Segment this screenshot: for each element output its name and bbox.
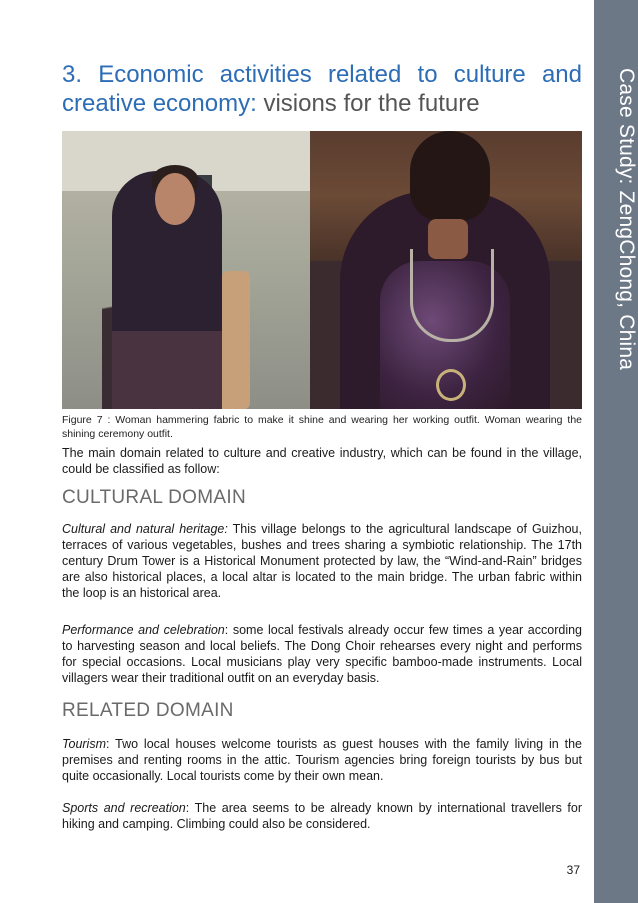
figure-caption: Figure 7 : Woman hammering fabric to make it shine and wearing her working outfit. Woman wearing the shining ceremony outfit. [62, 414, 582, 440]
photo-woman-hammering [62, 131, 310, 409]
cultural-heritage-paragraph [62, 521, 582, 601]
related-domain-heading: RELATED DOMAIN [62, 700, 234, 721]
tourism-paragraph [62, 736, 582, 784]
photo-ceremony-outfit [310, 131, 582, 409]
page-title-accent: 3. Economic activities related to culture and creative economy: [62, 61, 582, 117]
page-title-rest: visions for the future [263, 90, 480, 117]
paragraph-text: : some local festivals already occur few times a year according to harvesting season and local beliefs. The Dong Choir rehearses every night and performs for special occasions. Local musicians play very specific bamboo-made instruments. Local villagers wear their traditional outfit on an everyday basis. [62, 623, 582, 685]
side-tab-label: Case Study: ZengChong, China [615, 68, 638, 371]
paragraph-text: This village belongs to the agricultural landscape of Guizhou, terraces of various vegetables, bushes and trees sharing a symbiotic relationship. The 17th century Drum Tower is a Historical Monument protected by law, the “Wind-and-Rain” bridges are also historical places, a local altar is located to the main bridge. The urban fabric within the loop is an historical area. [62, 522, 582, 600]
paragraph-lead: Cultural and natural heritage: [62, 522, 228, 536]
paragraph-lead: Tourism [62, 737, 106, 751]
paragraph-text: : The area seems to be already known by international travellers for hiking and camping. Climbing could also be considered. [62, 801, 582, 831]
paragraph-lead: Sports and recreation [62, 801, 186, 815]
intro-paragraph: The main domain related to culture and creative industry, which can be found in the village, could be classified as follow: [62, 446, 582, 476]
paragraph-text: : Two local houses welcome tourists as guest houses with the family living in the premises and renting rooms in the attic. Tourism agencies bring foreign tourists by bus but quite occasionally. Local tourists come by their own mean. [62, 737, 582, 783]
page-number: 37 [566, 863, 580, 877]
sports-paragraph [62, 800, 582, 832]
cultural-domain-heading: CULTURAL DOMAIN [62, 487, 246, 508]
performance-paragraph [62, 622, 582, 686]
paragraph-lead: Performance and celebration [62, 623, 225, 637]
page-title [62, 60, 582, 118]
